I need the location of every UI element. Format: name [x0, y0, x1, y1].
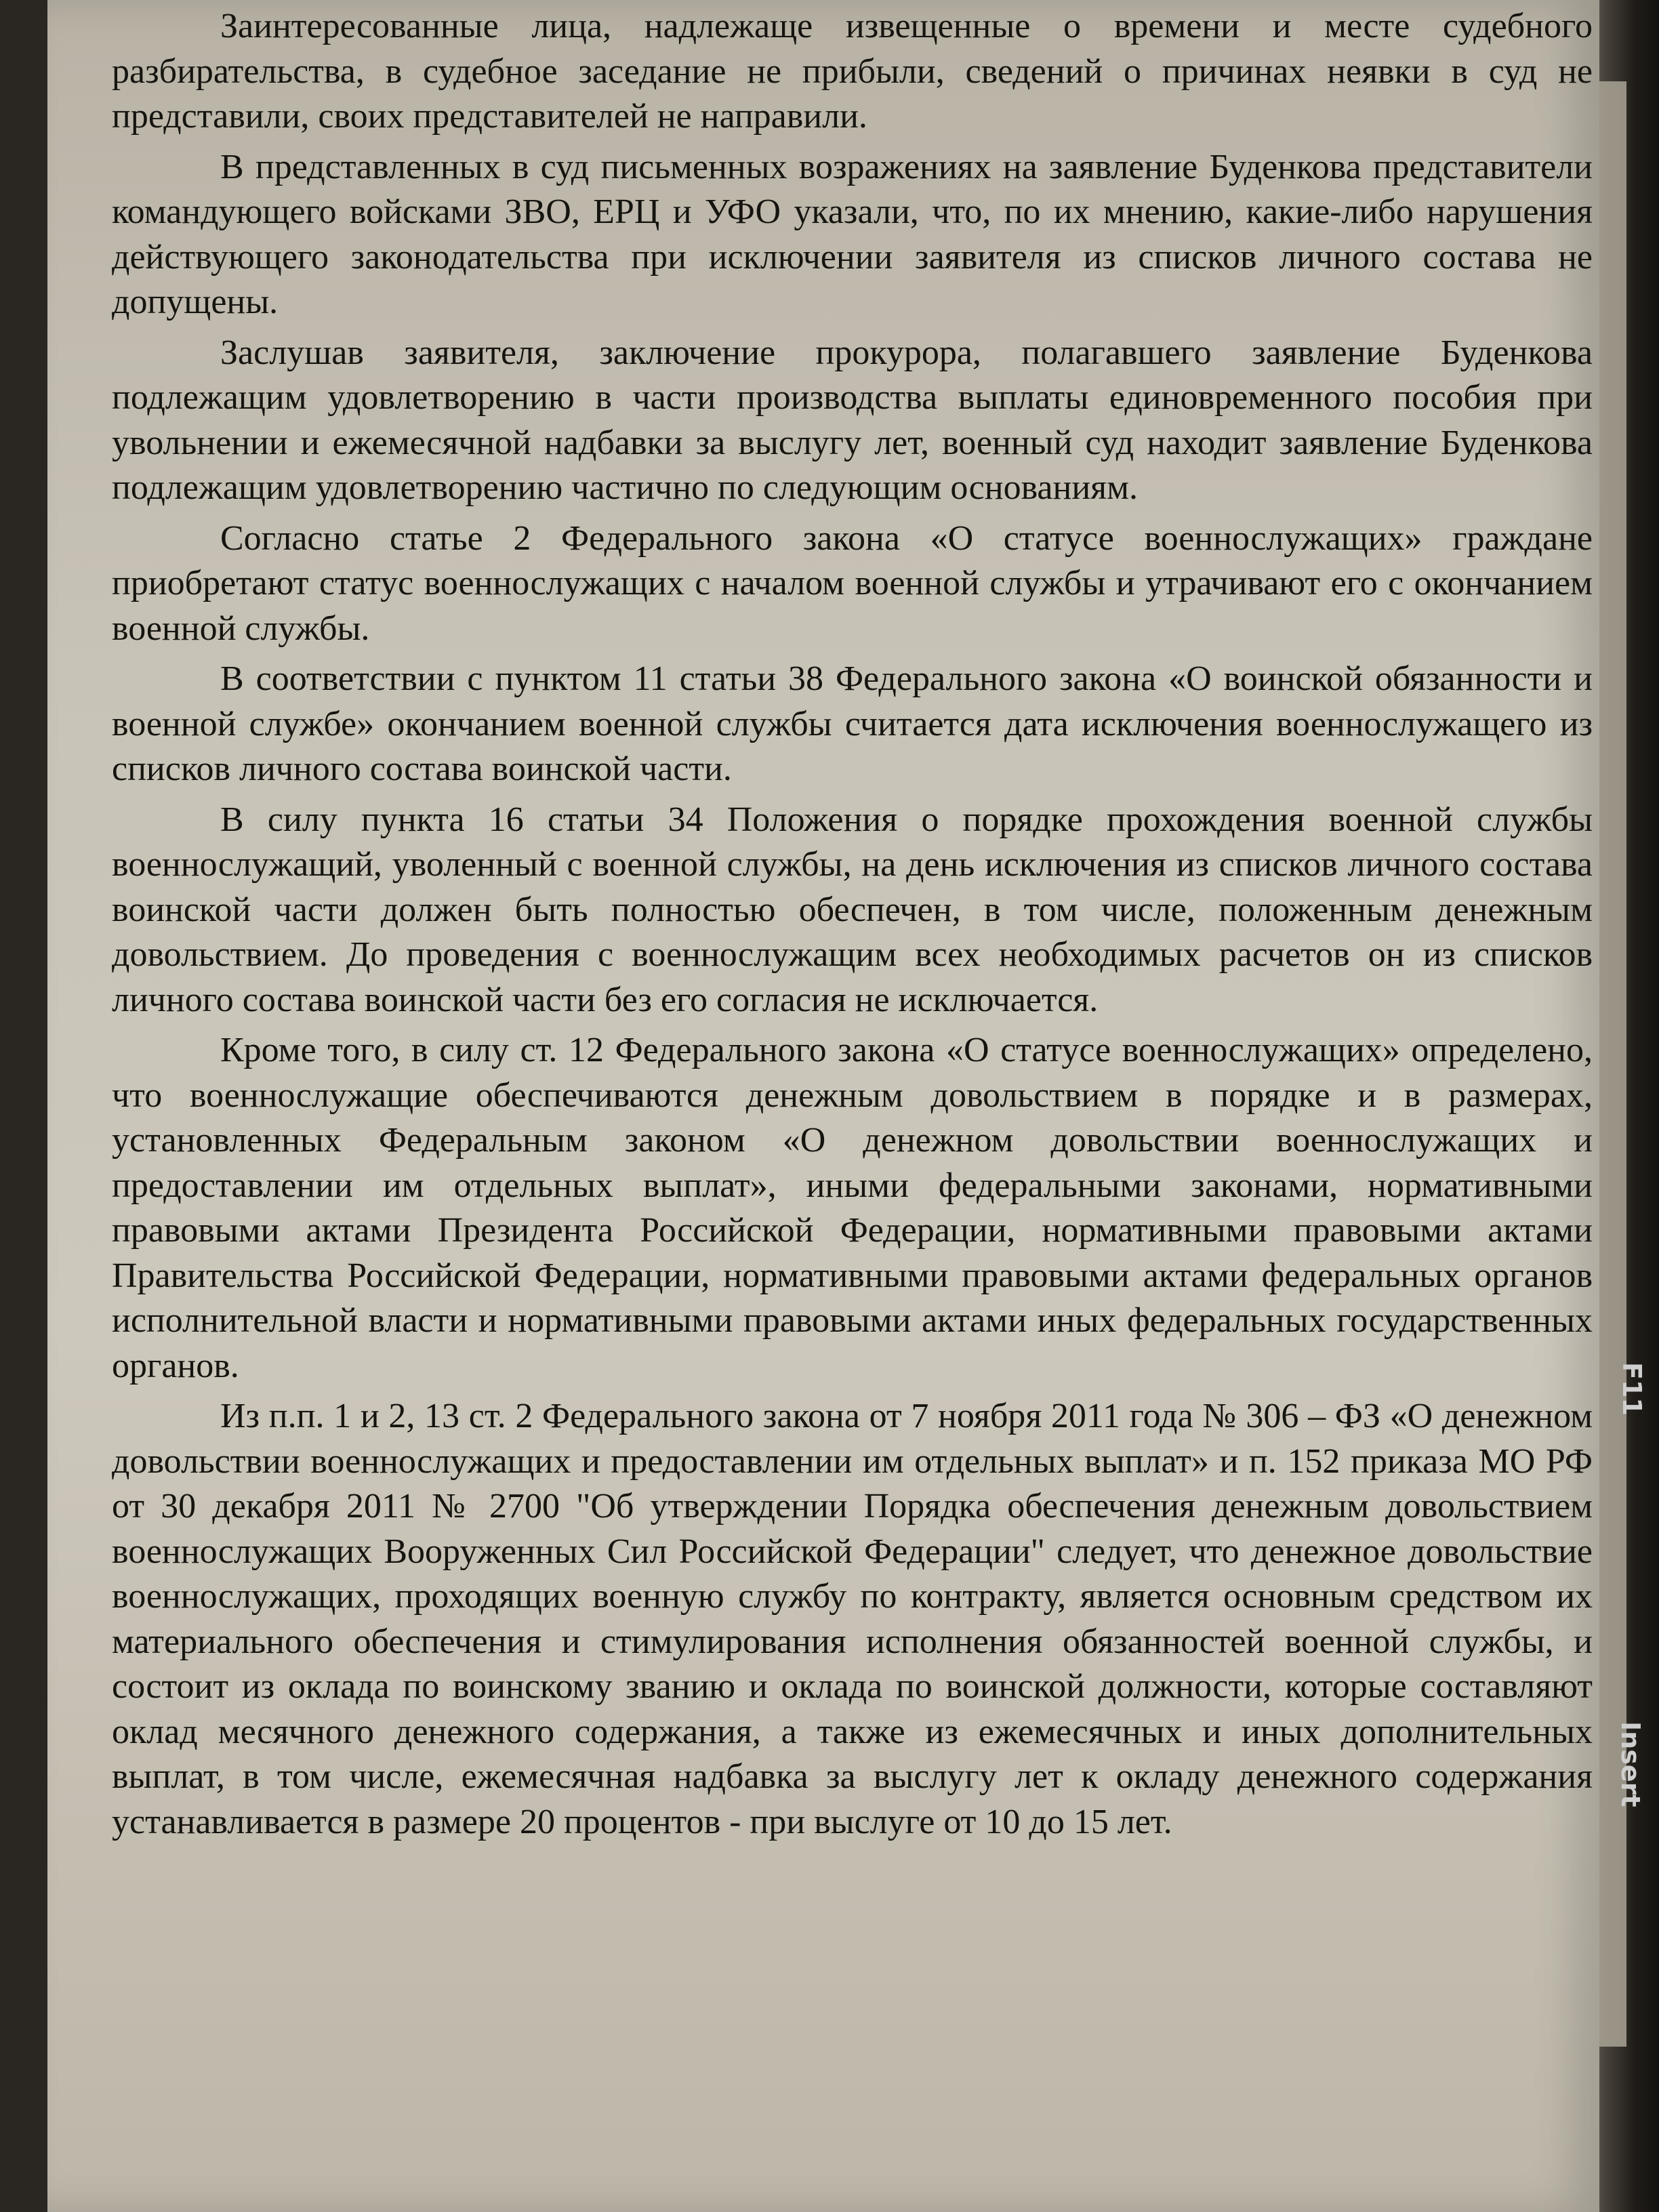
paragraph-8: Из п.п. 1 и 2, 13 ст. 2 Федерального закона от 7 ноября 2011 года № 306 – ФЗ «О денежном довольствии военнослужащих и предоставлении им отдельных выплат» и п. 152 приказа МО РФ от 30 декабря 2011 № 2700 "Об утверждении Порядка обеспечения денежным довольствием военнослужащих Вооруженных Сил Российской Федерации" следует, что денежное довольствие военнослужащих, проходящих военную службу по контракту, является основным средством их материального обеспечения и стимулирования исполнения обязанностей военной службы, и состоит из оклада по воинскому званию и оклада по воинской должности, которые составляют оклад месячного денежного содержания, а также из ежемесячных и иных дополнительных выплат, в том числе, ежемесячная надбавка за выслугу лет к окладу денежного содержания устанавливается в размере 20 процентов - при выслуге от 10 до 15 лет. [112, 1397, 1593, 1841]
paragraph-4: Согласно статье 2 Федерального закона «О статусе военнослужащих» граждане приобретают статус военнослужащих с началом военной службы и утрачивают его с окончанием военной службы. [112, 518, 1593, 648]
paragraph-2: В представленных в суд письменных возражениях на заявление Буденкова представители командующего войсками ЗВО, ЕРЦ и УФО указали, что, по их мнению, какие-либо нарушения действующего законодательства при исключении заявителя из списков личного состава не допущены. [112, 147, 1593, 321]
paragraph-6: В силу пункта 16 статьи 34 Положения о порядке прохождения военной службы военнослужащий, уволенный с военной службы, на день исключения из списков личного состава воинской части должен быть полностью обеспечен, в том числе, положенным денежным довольствием. До проведения с военнослужащим всех необходимых расчетов он из списков личного состава воинской части без его согласия не исключается. [112, 800, 1593, 1019]
paragraph-3: Заслушав заявителя, заключение прокурора, полагавшего заявление Буденкова подлежащим удовлетворению в части производства выплаты единовременного пособия при увольнении и ежемесячной надбавки за выслугу лет, военный суд находит заявление Буденкова подлежащим удовлетворению частично по следующим основаниям. [112, 333, 1593, 507]
paragraph-1: Заинтересованные лица, надлежаще извещенные о времени и месте судебного разбирательства, в судебное заседание не прибыли, сведений о причинах неявки в суд не представили, своих представителей не направили. [112, 7, 1593, 136]
key-insert-label: Insert [1616, 1721, 1645, 1807]
document-body [112, 0, 1593, 1845]
paragraph-5: В соответствии с пунктом 11 статьи 38 Федерального закона «О воинской обязанности и военной службе» окончанием военной службы считается дата исключения военнослужащего из списков личного состава воинской части. [112, 659, 1593, 788]
paragraph-7: Кроме того, в силу ст. 12 Федерального закона «О статусе военнослужащих» определено, что военнослужащие обеспечиваются денежным довольствием в порядке и в размерах, установленных Федеральным законом «О денежном довольствии военнослужащих и предоставлении им отдельных выплат», иными федеральными законами, нормативными правовыми актами Президента Российской Федерации, нормативными правовыми актами Правительства Российской Федерации, нормативными правовыми актами федеральных органов исполнительной власти и нормативными правовыми актами иных федеральных государственных органов. [112, 1031, 1593, 1385]
key-f11-label: F11 [1617, 1362, 1647, 1416]
